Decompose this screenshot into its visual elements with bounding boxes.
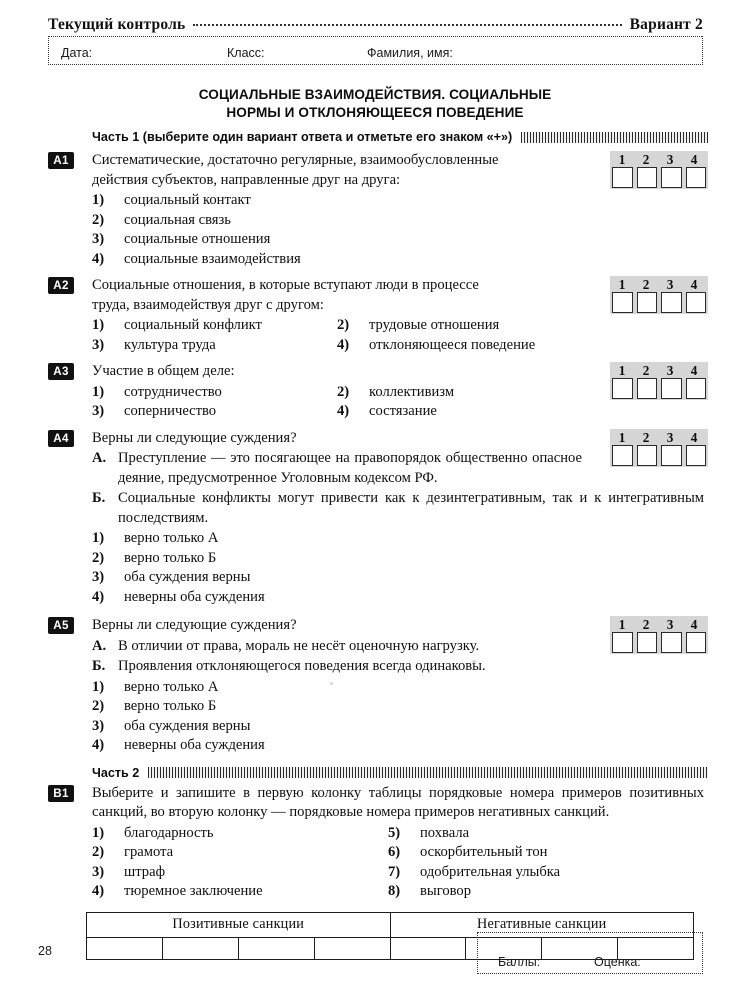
option-row <box>92 588 704 608</box>
option-item[interactable] <box>388 843 704 863</box>
question-stem-line: Систематические, достаточно регулярные, взаимообусловленные <box>92 152 499 168</box>
option-item[interactable] <box>92 863 388 883</box>
option-item[interactable] <box>92 736 704 756</box>
option-row <box>92 316 582 336</box>
option-item[interactable] <box>92 678 704 698</box>
option-item[interactable] <box>92 402 337 422</box>
question-a2-options-wrap <box>92 316 582 355</box>
option-label: грамота <box>124 844 174 860</box>
answer-grid-a2[interactable] <box>610 276 708 314</box>
option-label: соперничество <box>124 403 217 419</box>
answer-col-1: 1 <box>618 617 626 632</box>
option-label: коллективизм <box>369 383 455 400</box>
option-number: 2) <box>92 549 105 566</box>
option-row <box>92 383 582 403</box>
option-label: неверны оба суждения <box>124 737 265 753</box>
answer-grid-a3[interactable] <box>610 362 708 400</box>
judgement-item <box>92 489 704 528</box>
answer-col-4: 4 <box>690 617 698 632</box>
answer-cell-1[interactable] <box>612 445 633 466</box>
option-number: 3) <box>92 717 105 734</box>
answer-cell-4[interactable] <box>686 167 707 188</box>
option-item[interactable] <box>92 211 582 231</box>
question-stem-line: труда, взаимодействуя друг с другом: <box>92 296 324 313</box>
question-badge: B1 <box>48 785 74 802</box>
question-badge: A5 <box>48 617 74 634</box>
answer-cell-2[interactable] <box>637 292 658 313</box>
option-number: 3) <box>92 569 105 585</box>
part-2-heading <box>92 766 708 780</box>
answer-cell-3[interactable] <box>661 378 682 399</box>
question-a4-options <box>92 529 704 607</box>
option-item[interactable] <box>92 336 337 356</box>
option-number: 4) <box>337 403 350 419</box>
judgement-text: Социальные конфликты могут привести как к дезинтегративным, так и к интегративным последствиям. <box>118 490 704 526</box>
option-item[interactable] <box>388 863 704 883</box>
answer-col-3: 3 <box>666 152 674 167</box>
answer-col-3: 3 <box>666 277 674 292</box>
option-number: 4) <box>92 588 105 605</box>
answer-cell-1[interactable] <box>612 632 633 653</box>
judgement-text: В отличии от права, мораль не несёт оценочную нагрузку. <box>118 637 480 654</box>
option-label: социальный конфликт <box>124 317 262 333</box>
question-stem-line: Социальные отношения, в которые вступают люди в процессе <box>92 277 479 293</box>
option-number: 3) <box>92 863 105 880</box>
option-row <box>92 882 704 902</box>
answer-cell-1[interactable] <box>612 167 633 188</box>
option-number: 7) <box>388 863 401 880</box>
question-stem-line: действия субъектов, направленные друг на друга: <box>92 171 401 188</box>
answer-col-4: 4 <box>690 363 698 378</box>
positive-cell-1[interactable] <box>87 937 163 959</box>
option-row <box>92 843 704 863</box>
question-badge: A2 <box>48 277 74 294</box>
option-label: тюремное заключение <box>124 883 263 899</box>
answer-cell-1[interactable] <box>612 292 633 313</box>
option-number: 1) <box>92 383 105 400</box>
option-number: 1) <box>92 530 105 546</box>
answer-cell-2[interactable] <box>637 167 658 188</box>
option-number: 1) <box>92 824 105 841</box>
option-row <box>92 549 704 569</box>
page-header <box>48 16 703 65</box>
judgement-letter: Б. <box>92 490 106 506</box>
question-stem-line: Участие в общем деле: <box>92 363 235 379</box>
answer-grid-cells[interactable] <box>610 445 708 467</box>
answer-col-2: 2 <box>642 429 650 445</box>
question-b1 <box>48 784 708 902</box>
answer-cell-4[interactable] <box>686 632 707 653</box>
answer-grid-a5[interactable] <box>610 616 708 654</box>
answer-col-3: 3 <box>666 429 674 445</box>
option-label: отклоняющееся поведение <box>369 336 536 353</box>
option-number: 1) <box>92 678 105 695</box>
header-dot-leader <box>193 23 621 26</box>
answer-grid-cells[interactable] <box>610 632 708 654</box>
option-item[interactable] <box>92 383 337 403</box>
option-row <box>92 529 704 549</box>
question-b1-options <box>92 824 704 902</box>
option-item[interactable] <box>92 230 582 250</box>
page-title <box>95 86 655 122</box>
question-a5-options <box>92 678 704 756</box>
option-item[interactable] <box>92 191 582 211</box>
question-a2-options <box>92 316 582 355</box>
answer-grid-cells[interactable] <box>610 167 708 189</box>
score-points-label[interactable]: Баллы: <box>498 955 541 969</box>
option-item[interactable] <box>92 882 388 902</box>
answer-grid-numbers <box>610 151 708 167</box>
option-row <box>92 336 582 356</box>
option-label: трудовые отношения <box>369 317 500 333</box>
question-stem-line: Выберите и запишите в первую колонку таблицы порядковые номера примеров позитивных санкций, во вторую колонку — порядковые номера примеров негативных санкций. <box>92 784 704 820</box>
option-row <box>92 568 704 588</box>
class-field-label[interactable]: Класс: <box>227 46 265 60</box>
option-label: благодарность <box>124 824 214 841</box>
option-number: 5) <box>388 824 401 841</box>
option-item[interactable] <box>92 843 388 863</box>
option-number: 4) <box>92 737 105 753</box>
option-item[interactable] <box>337 402 582 422</box>
option-label: социальный контакт <box>124 192 251 208</box>
option-number: 2) <box>337 383 350 400</box>
option-label: оба суждения верны <box>124 717 251 734</box>
question-stem-line: Верны ли следующие суждения? <box>92 617 297 633</box>
answer-col-1: 1 <box>618 277 626 292</box>
question-a1-body <box>92 151 582 269</box>
positive-cell-4[interactable] <box>314 937 390 959</box>
judgement-letter: А. <box>92 637 107 654</box>
answer-cell-3[interactable] <box>661 292 682 313</box>
option-number: 4) <box>92 883 105 899</box>
hatch-rule-icon <box>148 767 708 778</box>
option-number: 8) <box>388 883 401 899</box>
option-label: культура труда <box>124 336 216 353</box>
answer-cell-4[interactable] <box>686 445 707 466</box>
option-item[interactable] <box>92 588 704 608</box>
option-item[interactable] <box>92 717 704 737</box>
answer-col-1: 1 <box>618 429 626 445</box>
date-field-label[interactable]: Дата: <box>61 46 93 60</box>
option-item[interactable] <box>92 549 704 569</box>
score-box[interactable] <box>477 932 703 974</box>
score-mark-label[interactable]: Оценка: <box>594 955 641 969</box>
option-label: верно только А <box>124 678 219 695</box>
judgement-letter: Б. <box>92 658 106 674</box>
answer-grid-a4[interactable] <box>610 429 708 467</box>
option-label: социальная связь <box>124 211 231 228</box>
option-row <box>92 863 704 883</box>
option-item[interactable] <box>92 529 704 549</box>
question-a3 <box>48 362 708 422</box>
option-label: выговор <box>420 883 471 899</box>
header-variant-label: Вариант 2 <box>629 16 703 33</box>
option-number: 4) <box>92 250 105 267</box>
name-field-label[interactable]: Фамилия, имя: <box>367 46 453 60</box>
question-a4 <box>48 429 708 608</box>
option-row <box>92 250 582 270</box>
answer-cell-3[interactable] <box>661 167 682 188</box>
answer-col-2: 2 <box>642 363 650 378</box>
question-badge: A3 <box>48 363 74 380</box>
answer-grid-a1[interactable] <box>610 151 708 189</box>
question-a4-body-cont <box>92 489 704 607</box>
judgement-item <box>92 657 704 677</box>
answer-grid-numbers <box>610 362 708 378</box>
option-item[interactable] <box>92 568 704 588</box>
answer-col-2: 2 <box>642 277 650 292</box>
option-item[interactable] <box>92 250 582 270</box>
answer-cell-2[interactable] <box>637 378 658 399</box>
answer-grid-cells[interactable] <box>610 292 708 314</box>
answer-col-4: 4 <box>690 277 698 292</box>
judgement-letter: А. <box>92 450 107 466</box>
answer-col-4: 4 <box>690 152 698 167</box>
option-label: штраф <box>124 863 166 880</box>
option-number: 3) <box>92 403 105 419</box>
option-row <box>92 230 582 250</box>
answer-col-2: 2 <box>642 617 650 632</box>
option-label: похвала <box>420 824 470 841</box>
student-fields-box <box>48 36 703 65</box>
answer-grid-numbers <box>610 616 708 632</box>
option-label: социальные отношения <box>124 231 271 247</box>
option-number: 2) <box>92 844 105 860</box>
option-number: 2) <box>92 698 105 714</box>
option-row <box>92 697 704 717</box>
part-2-heading-label: Часть 2 <box>92 765 140 780</box>
header-title-row <box>48 16 703 34</box>
option-number: 4) <box>337 336 350 353</box>
option-item[interactable] <box>337 336 582 356</box>
question-a3-body <box>92 362 582 422</box>
option-item[interactable] <box>92 824 388 844</box>
question-a2 <box>48 276 708 355</box>
option-row <box>92 211 582 231</box>
answer-col-3: 3 <box>666 363 674 378</box>
option-row <box>92 736 704 756</box>
option-row <box>92 191 582 211</box>
option-number: 6) <box>388 844 401 860</box>
option-label: социальные взаимодействия <box>124 250 301 267</box>
option-number: 2) <box>337 317 350 333</box>
option-label: неверны оба суждения <box>124 588 265 605</box>
option-label: сотрудничество <box>124 383 222 400</box>
question-a1 <box>48 151 708 269</box>
option-item[interactable] <box>92 697 704 717</box>
answer-col-1: 1 <box>618 363 626 378</box>
answer-grid-cells[interactable] <box>610 378 708 400</box>
option-number: 2) <box>92 211 105 228</box>
judgement-item <box>92 449 582 488</box>
answer-col-2: 2 <box>642 152 650 167</box>
positive-cell-2[interactable] <box>162 937 238 959</box>
option-label: оба суждения верны <box>124 569 251 585</box>
question-badge: A4 <box>48 430 74 447</box>
option-row <box>92 402 582 422</box>
answer-cell-2[interactable] <box>637 445 658 466</box>
option-label: состязание <box>369 403 437 419</box>
answer-grid-numbers <box>610 429 708 445</box>
part-1-heading-label: Часть 1 (выберите один вариант ответа и отметьте его знаком «+») <box>92 130 513 144</box>
hatch-rule-icon <box>521 132 708 143</box>
negative-cell-1[interactable] <box>390 937 466 959</box>
question-badge: A1 <box>48 152 74 169</box>
option-label: верно только Б <box>124 549 217 566</box>
option-number: 3) <box>92 336 105 353</box>
answer-col-1: 1 <box>618 152 626 167</box>
answer-col-4: 4 <box>690 429 698 445</box>
option-item[interactable] <box>92 316 337 336</box>
option-number: 3) <box>92 231 105 247</box>
option-label: одобрительная улыбка <box>420 863 561 880</box>
judgement-text: Преступление — это посягающее на правопорядок общественно опасное деяние, предусмотренное Уголовным кодексом РФ. <box>118 450 582 486</box>
answer-cell-4[interactable] <box>686 292 707 313</box>
option-row <box>92 717 704 737</box>
positive-sanctions-header: Позитивные санкции <box>87 912 391 937</box>
header-left-title: Текущий контроль <box>48 16 186 33</box>
worksheet-body <box>48 130 708 960</box>
judgement-text: Проявления отклоняющегося поведения всегда одинаковы. <box>118 658 486 674</box>
option-number: 1) <box>92 317 105 333</box>
answer-col-3: 3 <box>666 617 674 632</box>
question-a3-options <box>92 383 582 422</box>
option-item[interactable] <box>388 824 704 844</box>
question-a1-options <box>92 191 582 269</box>
option-item[interactable] <box>388 882 704 902</box>
positive-cell-3[interactable] <box>238 937 314 959</box>
option-label: верно только Б <box>124 698 217 714</box>
question-b1-body <box>92 784 704 902</box>
option-row <box>92 678 704 698</box>
answer-cell-3[interactable] <box>661 632 682 653</box>
option-label: верно только А <box>124 530 219 546</box>
answer-cell-3[interactable] <box>661 445 682 466</box>
option-number: 1) <box>92 192 105 208</box>
option-item[interactable] <box>337 316 582 336</box>
page-title-line-2: НОРМЫ И ОТКЛОНЯЮЩЕЕСЯ ПОВЕДЕНИЕ <box>226 105 524 120</box>
page-title-line-1: СОЦИАЛЬНЫЕ ВЗАИМОДЕЙСТВИЯ. СОЦИАЛЬНЫЕ <box>198 87 552 102</box>
part-1-heading <box>92 130 708 144</box>
question-a5 <box>48 616 708 756</box>
answer-cell-2[interactable] <box>637 632 658 653</box>
option-item[interactable] <box>337 383 582 403</box>
answer-cell-4[interactable] <box>686 378 707 399</box>
answer-grid-numbers <box>610 276 708 292</box>
question-a2-body <box>92 276 582 315</box>
answer-cell-1[interactable] <box>612 378 633 399</box>
option-label: оскорбительный тон <box>420 844 548 860</box>
page-number: 28 <box>38 944 52 958</box>
negative-sanctions-header: Негативные санкции <box>390 912 694 937</box>
question-stem-line: Верны ли следующие суждения? <box>92 429 297 446</box>
question-a4-body <box>92 429 582 489</box>
option-row <box>92 824 704 844</box>
